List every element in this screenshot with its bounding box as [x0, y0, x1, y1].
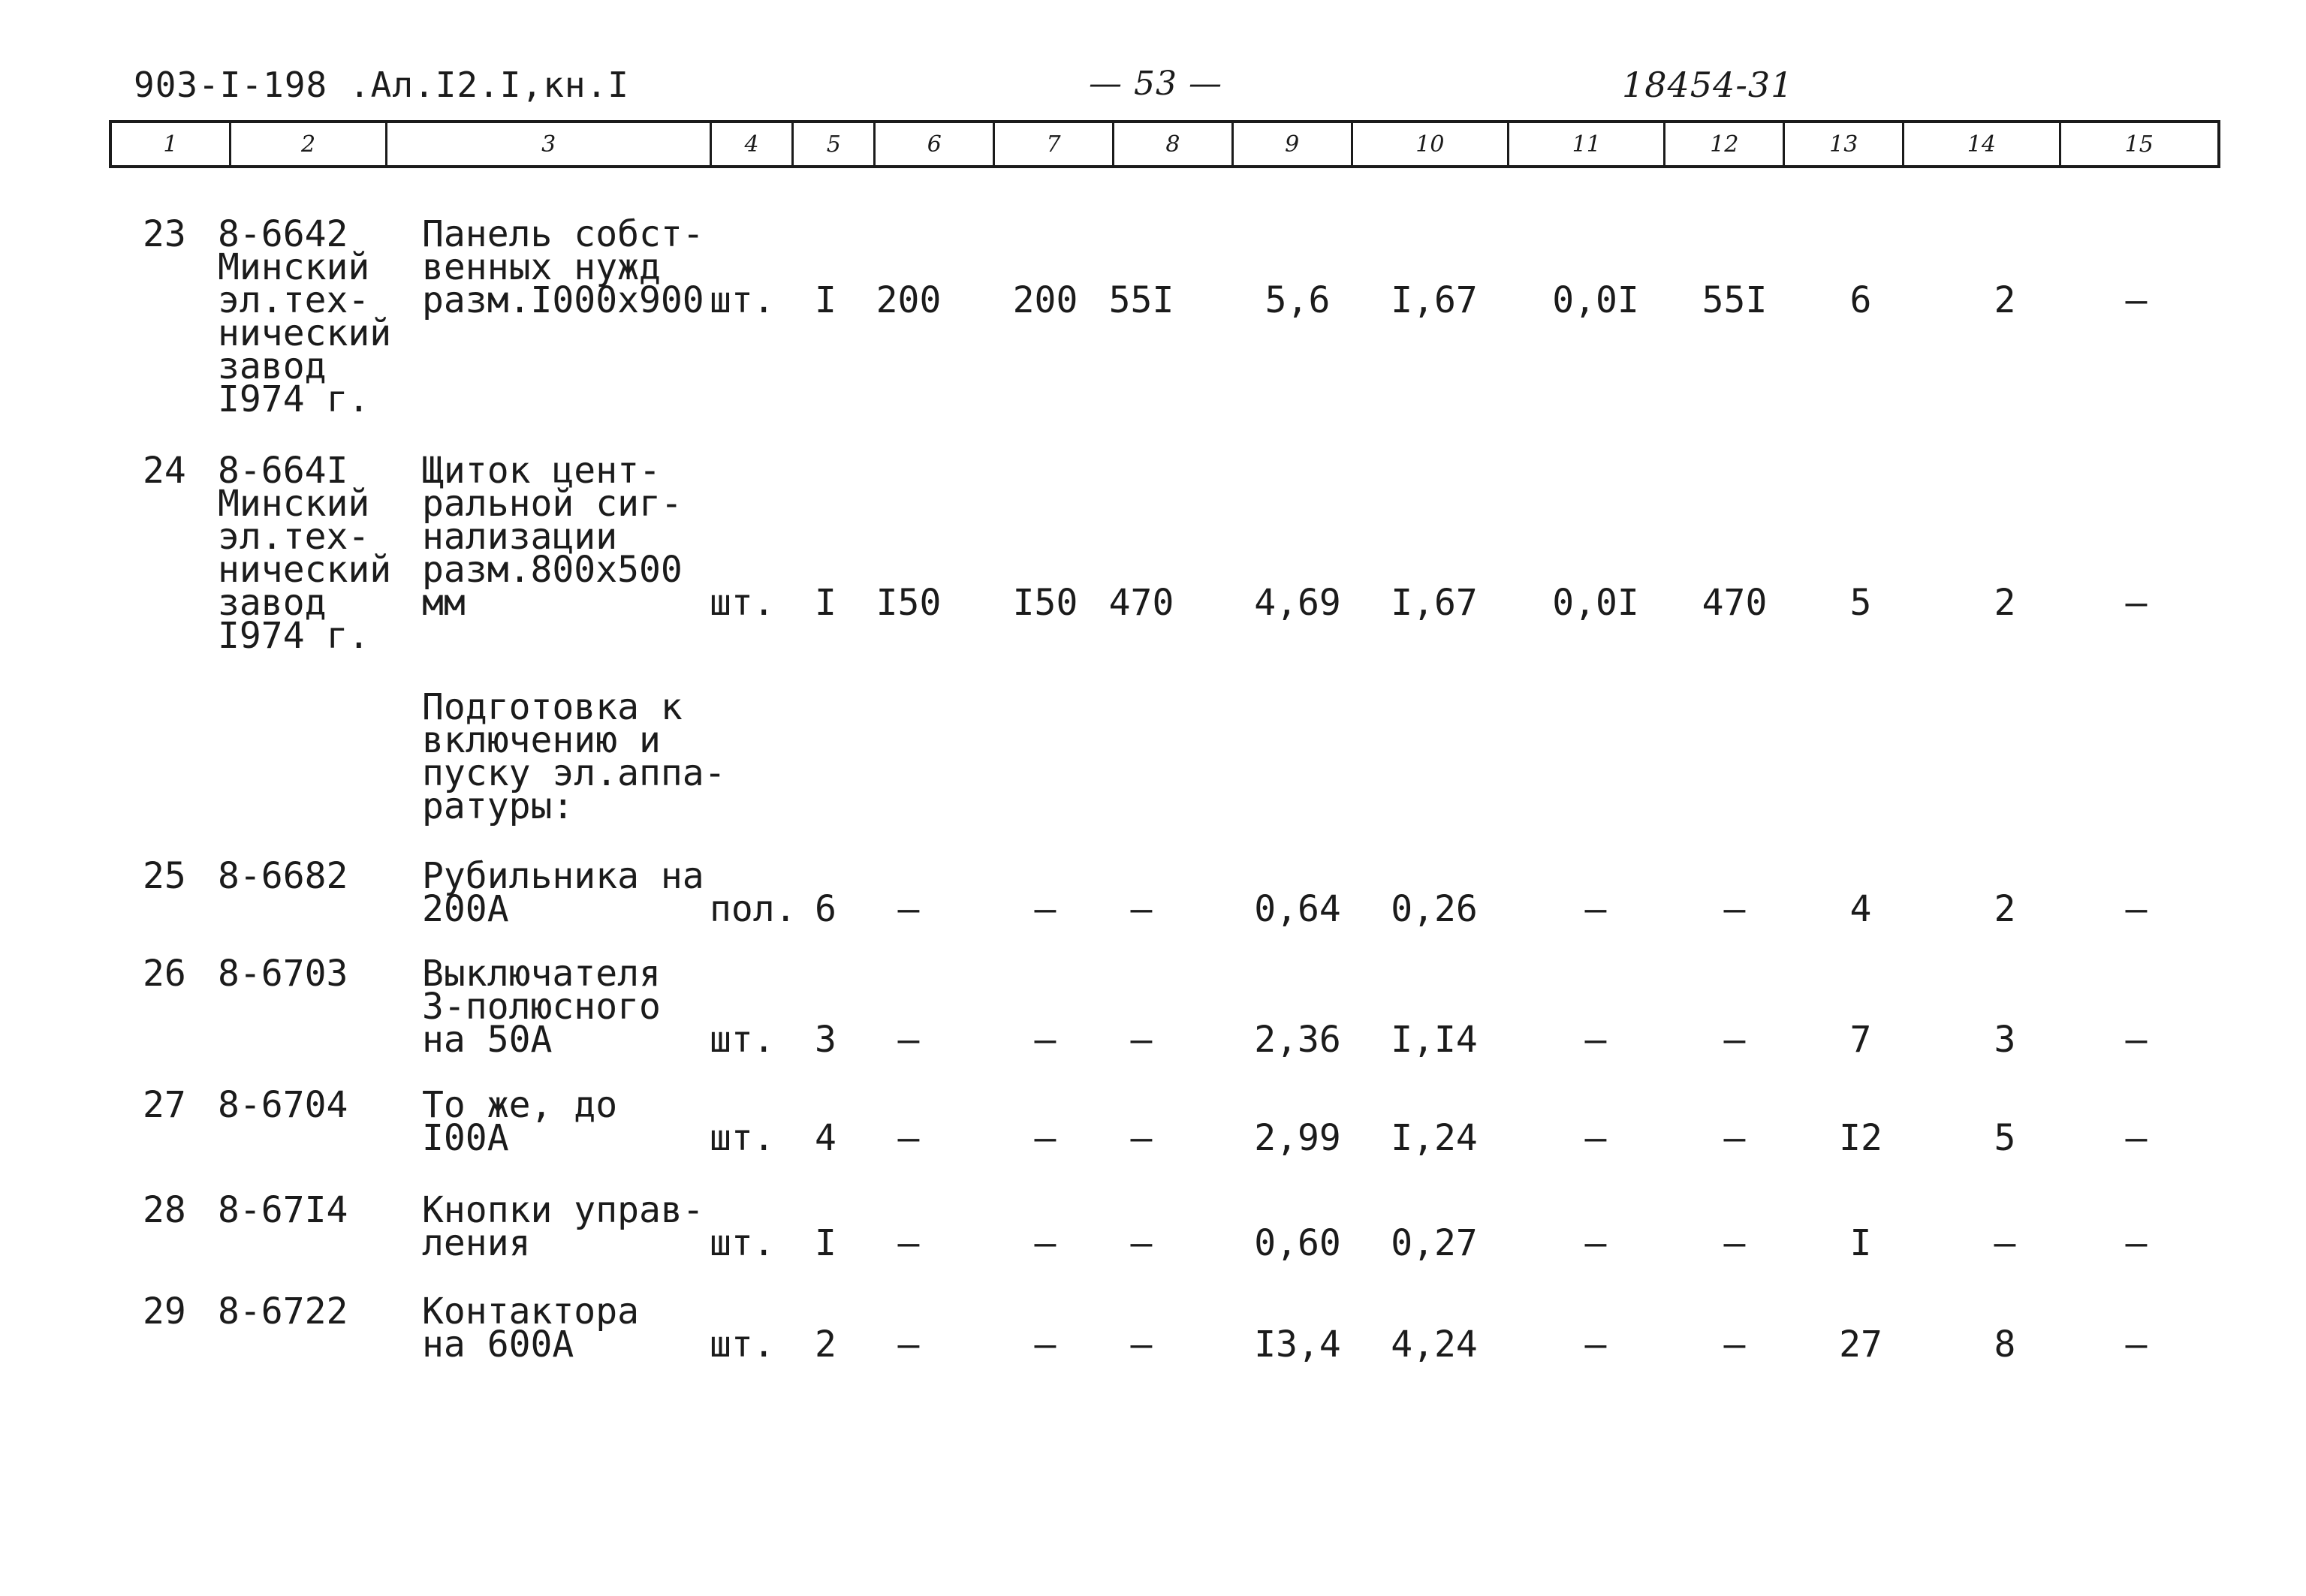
- cell-c12: 470: [1702, 582, 1768, 624]
- cell-c10: 0,26: [1391, 888, 1478, 930]
- cell-c6: –: [897, 1323, 920, 1366]
- norm-code: 8-6722: [218, 1290, 348, 1333]
- cell-c15: –: [2125, 1117, 2148, 1159]
- column-header-4: 4: [712, 123, 794, 165]
- norm-code: 8-67I4: [218, 1189, 348, 1231]
- cell-unit: шт.: [710, 582, 775, 624]
- cell-c7: –: [1034, 1222, 1057, 1264]
- norm-code: 8-6703: [218, 953, 348, 995]
- cell-c12: –: [1723, 1117, 1746, 1159]
- page-number: — 53 —: [1089, 65, 1222, 103]
- row-number: 23: [143, 213, 186, 255]
- norm-code: 8-6642 Минский эл.тех- нический завод I974 г.: [218, 213, 392, 420]
- cell-unit: шт.: [710, 1117, 775, 1159]
- section-heading: Подготовка к включению и пуску эл.аппа- ратуры:: [422, 686, 726, 827]
- cell-qty: I: [815, 582, 836, 624]
- work-description: Выключателя 3-полюсного на 50А: [422, 953, 661, 1061]
- column-header-8: 8: [1114, 123, 1234, 165]
- cell-c8: –: [1130, 1222, 1153, 1264]
- cell-c15: –: [2125, 582, 2148, 624]
- cell-c15: –: [2125, 888, 2148, 930]
- cell-c6: –: [897, 1019, 920, 1061]
- cell-c13: 7: [1849, 1019, 1872, 1061]
- cell-c14: 2: [1994, 888, 2016, 930]
- cell-c12: –: [1723, 888, 1746, 930]
- cell-c9: 0,64: [1254, 888, 1341, 930]
- cell-c12: –: [1723, 1019, 1746, 1061]
- cell-unit: шт.: [710, 1222, 775, 1264]
- cell-c6: 200: [876, 279, 942, 321]
- row-number: 26: [143, 953, 186, 995]
- document-code: 903-I-198 .Ал.I2.I,кн.I: [134, 65, 629, 105]
- row-number: 24: [143, 450, 186, 492]
- cell-c14: 3: [1994, 1019, 2016, 1061]
- column-header-15: 15: [2124, 131, 2154, 158]
- work-description: Щиток цент- ральной сиг- нализации разм.800x500 мм: [422, 450, 683, 624]
- cell-qty: 2: [815, 1323, 836, 1366]
- work-description: Кнопки управ- ления: [422, 1189, 704, 1264]
- cell-c6: –: [897, 1117, 920, 1159]
- cell-c10: I,I4: [1391, 1019, 1478, 1061]
- column-header-14: 14: [1904, 123, 2060, 165]
- column-header-2: 2: [231, 123, 387, 165]
- cell-c11: 0,0I: [1552, 582, 1639, 624]
- cell-c13: 5: [1849, 582, 1872, 624]
- column-header-5: 5: [794, 123, 876, 165]
- cell-c8: –: [1130, 1019, 1153, 1061]
- handwritten-number: 18454-31: [1622, 65, 1794, 105]
- column-header-9: 9: [1234, 123, 1353, 165]
- column-header-12: 12: [1665, 123, 1785, 165]
- work-description: Панель собст- венных нужд разм.I000x900: [422, 213, 704, 321]
- cell-c15: –: [2125, 279, 2148, 321]
- column-header-11: 11: [1509, 123, 1665, 165]
- cell-c8: –: [1130, 1323, 1153, 1366]
- cell-c14: 8: [1994, 1323, 2016, 1366]
- cell-c7: –: [1034, 1323, 1057, 1366]
- norm-code: 8-664I Минский эл.тех- нический завод I974 г.: [218, 450, 392, 657]
- cell-c11: –: [1584, 1019, 1607, 1061]
- row-number: 29: [143, 1290, 186, 1333]
- cell-c13: 27: [1839, 1323, 1882, 1366]
- cell-qty: 6: [815, 888, 836, 930]
- cell-c13: I: [1849, 1222, 1872, 1264]
- cell-c9: I3,4: [1254, 1323, 1341, 1366]
- cell-qty: I: [815, 1222, 836, 1264]
- cell-c10: 4,24: [1391, 1323, 1478, 1366]
- cell-c15: –: [2125, 1222, 2148, 1264]
- work-description: Рубильника на 200А: [422, 855, 704, 930]
- cell-c9: 5,6: [1265, 279, 1331, 321]
- cell-c10: I,24: [1391, 1117, 1478, 1159]
- work-description: То же, до I00А: [422, 1084, 618, 1159]
- cell-c11: –: [1584, 1222, 1607, 1264]
- row-number: 28: [143, 1189, 186, 1231]
- cell-qty: I: [815, 279, 836, 321]
- cell-c7: I50: [1012, 582, 1078, 624]
- column-header-1: 1: [112, 123, 231, 165]
- cell-c8: 470: [1108, 582, 1174, 624]
- cell-unit: шт.: [710, 1019, 775, 1061]
- cell-c9: 4,69: [1254, 582, 1341, 624]
- cell-c9: 2,36: [1254, 1019, 1341, 1061]
- cell-c6: –: [897, 888, 920, 930]
- cell-c8: –: [1130, 888, 1153, 930]
- cell-c7: –: [1034, 1019, 1057, 1061]
- cell-c9: 0,60: [1254, 1222, 1341, 1264]
- column-header-7: 7: [995, 123, 1114, 165]
- cell-c6: I50: [876, 582, 942, 624]
- cell-c11: 0,0I: [1552, 279, 1639, 321]
- cell-c11: –: [1584, 888, 1607, 930]
- cell-qty: 3: [815, 1019, 836, 1061]
- norm-code: 8-6704: [218, 1084, 348, 1126]
- cell-qty: 4: [815, 1117, 836, 1159]
- column-numbers-header: [109, 120, 2220, 168]
- cell-c14: 2: [1994, 279, 2016, 321]
- cell-c15: –: [2125, 1019, 2148, 1061]
- cell-c10: 0,27: [1391, 1222, 1478, 1264]
- cell-unit: шт.: [710, 1323, 775, 1366]
- column-header-6: 6: [876, 123, 995, 165]
- cell-c11: –: [1584, 1117, 1607, 1159]
- cell-c12: 55I: [1702, 279, 1768, 321]
- cell-c12: –: [1723, 1222, 1746, 1264]
- cell-c8: –: [1130, 1117, 1153, 1159]
- work-description: Контактора на 600А: [422, 1290, 639, 1366]
- cell-c15: –: [2125, 1323, 2148, 1366]
- cell-c7: –: [1034, 888, 1057, 930]
- column-header-3: 3: [387, 123, 712, 165]
- cell-c7: 200: [1012, 279, 1078, 321]
- cell-c14: 5: [1994, 1117, 2016, 1159]
- cell-unit: пол.: [710, 888, 797, 930]
- cell-c13: 4: [1849, 888, 1872, 930]
- cell-c7: –: [1034, 1117, 1057, 1159]
- cell-c14: –: [1994, 1222, 2016, 1264]
- cell-c9: 2,99: [1254, 1117, 1341, 1159]
- cell-c10: I,67: [1391, 279, 1478, 321]
- cell-c6: –: [897, 1222, 920, 1264]
- cell-c10: I,67: [1391, 582, 1478, 624]
- cell-c11: –: [1584, 1323, 1607, 1366]
- cell-c13: 6: [1849, 279, 1872, 321]
- cell-c8: 55I: [1108, 279, 1174, 321]
- cell-c13: I2: [1839, 1117, 1882, 1159]
- norm-code: 8-6682: [218, 855, 348, 897]
- cell-unit: шт.: [710, 279, 775, 321]
- cell-c14: 2: [1994, 582, 2016, 624]
- column-header-10: 10: [1353, 123, 1509, 165]
- cell-c12: –: [1723, 1323, 1746, 1366]
- row-number: 27: [143, 1084, 186, 1126]
- row-number: 25: [143, 855, 186, 897]
- column-header-13: 13: [1785, 123, 1904, 165]
